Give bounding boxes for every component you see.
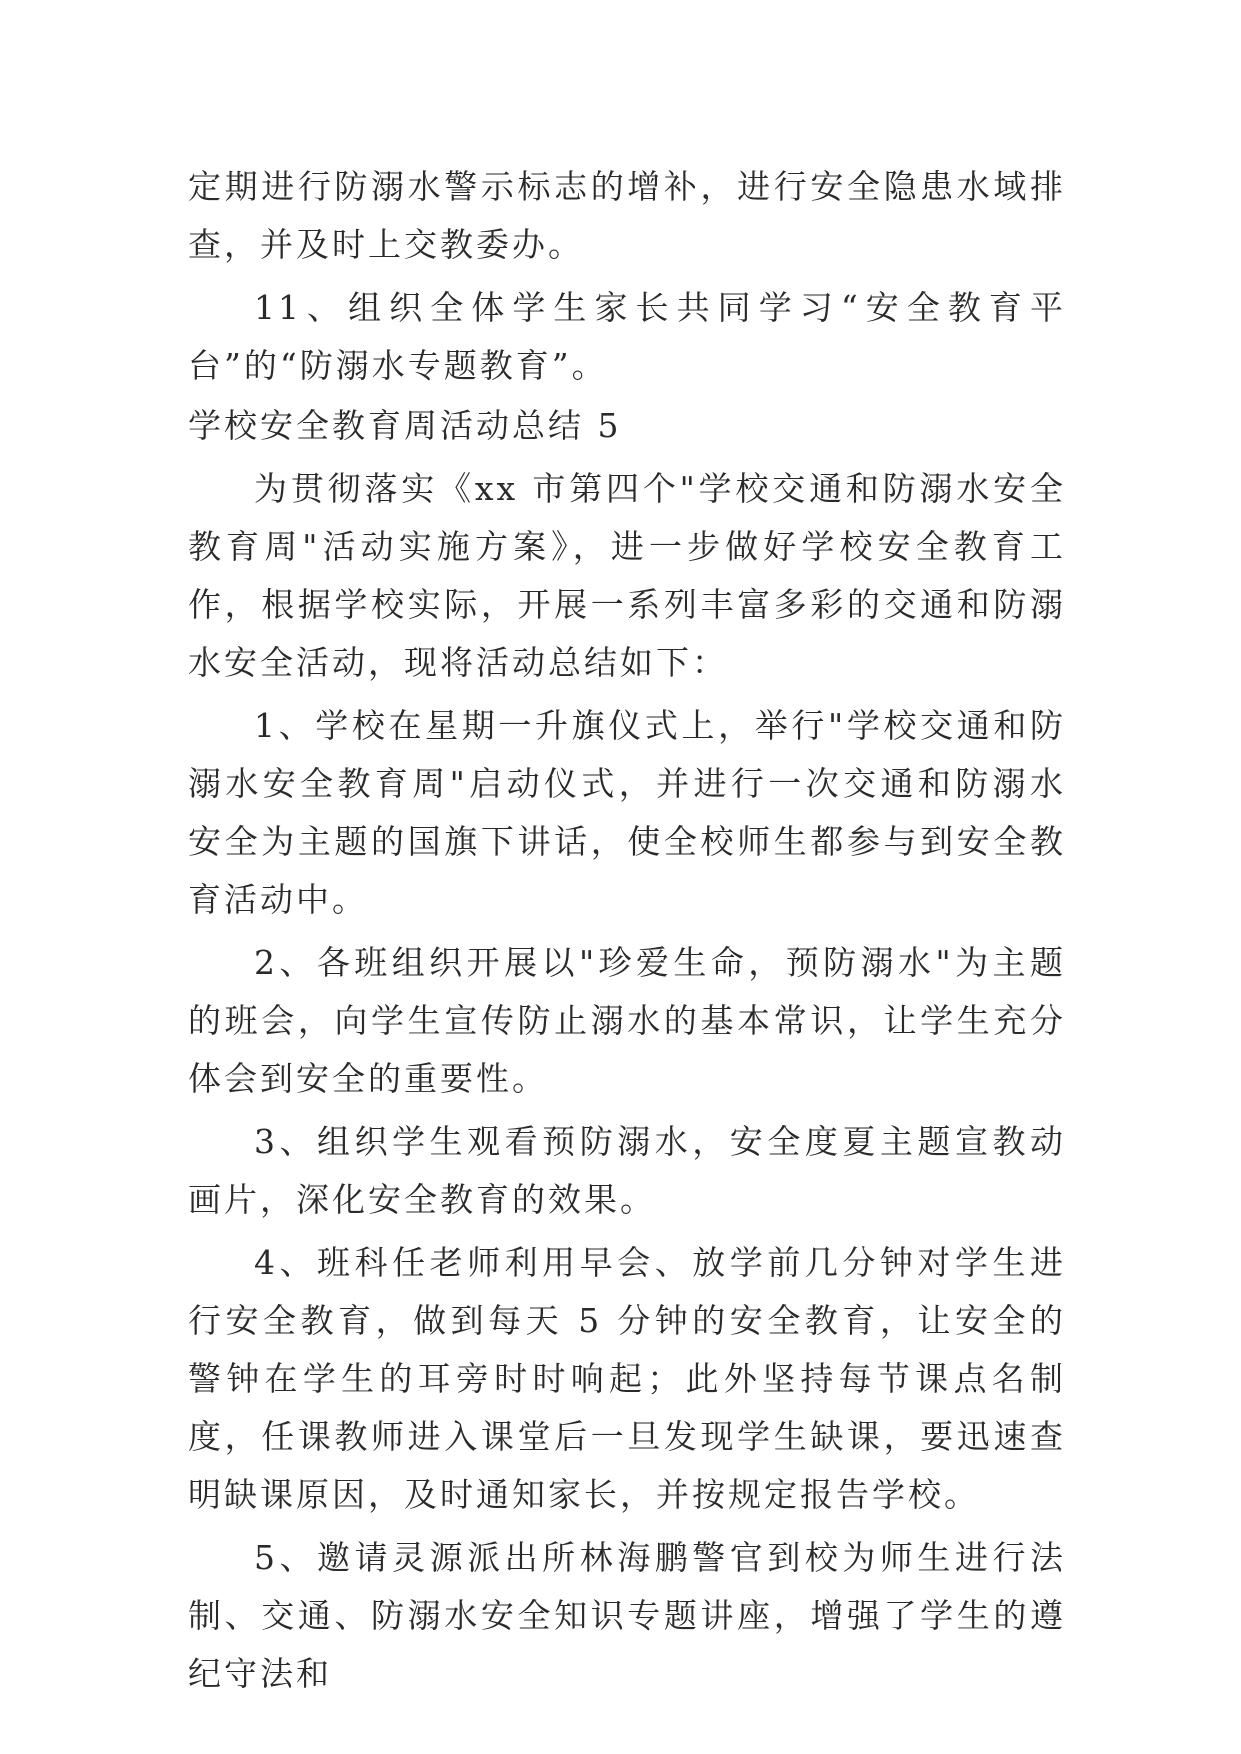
paragraph-item-3: 3、组织学生观看预防溺水，安全度夏主题宣教动画片，深化安全教育的效果。 xyxy=(188,1122,1066,1219)
document-body xyxy=(188,158,1066,1703)
section-heading: 学校安全教育周活动总结 5 xyxy=(188,406,622,445)
paragraph-intro: 为贯彻落实《xx 市第四个"学校交通和防溺水安全教育周"活动实施方案》，进一步做好学校安全教育工作，根据学校实际，开展一系列丰富多彩的交通和防溺水安全活动，现将活动总结如下： xyxy=(188,469,1066,682)
paragraph-item-4: 4、班科任老师利用早会、放学前几分钟对学生进行安全教育，做到每天 5 分钟的安全教育，让安全的警钟在学生的耳旁时时响起；此外坚持每节课点名制度，任课教师进入课堂后一旦发现学生缺课，要迅速查明缺课原因，及时通知家长，并按规定报告学校。 xyxy=(188,1243,1066,1514)
paragraph-item-5: 5、邀请灵源派出所林海鹏警官到校为师生进行法制、交通、防溺水安全知识专题讲座，增强了学生的遵纪守法和 xyxy=(188,1538,1066,1693)
paragraph-item-1: 1、学校在星期一升旗仪式上，举行"学校交通和防溺水安全教育周"启动仪式，并进行一次交通和防溺水安全为主题的国旗下讲话，使全校师生都参与到安全教育活动中。 xyxy=(188,706,1066,919)
paragraph-item-2: 2、各班组织开展以"珍爱生命，预防溺水"为主题的班会，向学生宣传防止溺水的基本常识，让学生充分体会到安全的重要性。 xyxy=(188,943,1066,1098)
paragraph-item-11: 11、组织全体学生家长共同学习“安全教育平台”的“防溺水专题教育”。 xyxy=(188,288,1066,385)
paragraph-continued: 定期进行防溺水警示标志的增补，进行安全隐患水域排查，并及时上交教委办。 xyxy=(188,167,1066,264)
